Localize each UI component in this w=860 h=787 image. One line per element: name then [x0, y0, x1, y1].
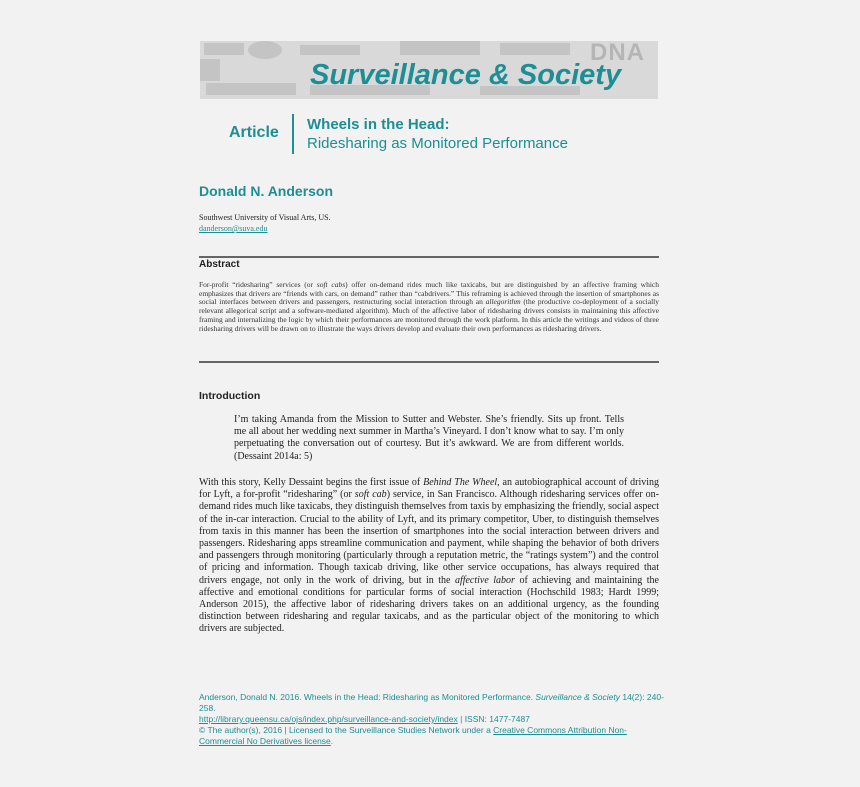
banner-decoration: [206, 83, 296, 95]
banner-decoration: [204, 43, 244, 55]
body-text-part: , an autobiographical account of driving for Lyft, a for-profit “ridesharing” (or: [199, 477, 660, 501]
license-line: [199, 725, 669, 747]
banner-decoration: [248, 41, 282, 59]
abstract-text-part: (the productive co-deployment of a socially relevant allegorical script and a software-mediated algorithm). Much of the affective labor of ridesharing drivers consists in maintaining this affective framing and internalizing the logic by which their performances are monitored through the work platform. In this article the writings and videos of three ridesharing drivers will be drawn on to illustrate the ways drivers develop and evaluate their own performances as ridesharing drivers.: [199, 297, 660, 333]
banner-decoration: [500, 43, 570, 55]
journal-banner: [200, 41, 658, 99]
citation-footer: [199, 692, 669, 747]
body-italic-term: Behind The Wheel: [423, 477, 498, 488]
banner-decoration: [200, 59, 220, 81]
abstract-heading: Abstract: [199, 259, 240, 270]
banner-decoration: [300, 45, 360, 55]
abstract-italic-term: allegorithm: [485, 297, 521, 307]
license-text: © The author(s), 2016 | Licensed to the Surveillance Studies Network under a: [199, 725, 494, 735]
citation-line: [199, 692, 669, 714]
banner-dna-text: DNA: [590, 41, 645, 66]
citation-text: Anderson, Donald N. 2016. Wheels in the Head: Ridesharing as Monitored Performance.: [199, 692, 536, 702]
author-name: Donald N. Anderson: [199, 183, 334, 199]
abstract-top-rule: [199, 256, 659, 258]
abstract-text-part: For-profit “ridesharing” services (or: [199, 280, 317, 289]
author-email-link[interactable]: danderson@suva.edu: [199, 224, 268, 233]
article-type-label: Article: [229, 124, 279, 141]
issn-text: | ISSN: 1477-7487: [457, 714, 530, 724]
abstract-bottom-rule: [199, 361, 659, 363]
abstract-italic-term: soft cabs: [316, 280, 346, 289]
abstract-text-part: ) offer on-demand rides much like taxicabs, but are distinguished by an affective framing which emphasizes that drivers are “friends with cars, on demand” rather than “cabdrivers.” This reframing is achieved through the insertion of smartphones as social interfaces between drivers and passengers, restructuring social interaction through an: [199, 280, 659, 307]
citation-journal: Surveillance & Society: [535, 692, 620, 702]
body-text-part: ) service, in San Francisco. Although ridesharing services offer on-demand rides much like taxicabs, they distinguish themselves from taxis by emphasizing the friendly, social aspect of the in-car interaction. Crucial to the ability of Lyft, and its primary competitor, Uber, to distinguish themselves from taxis in this manner has been the insertion of smartphones into the social interaction between drivers and passengers. Ridesharing apps streamline communication and payment, while shaping the behavior of both drivers and passengers through monitoring (particularly through a reputation metric, the “ratings system”) and the control of pricing and information. Though taxicab driving, like other service occupations, has always required that drivers engage, not only in the work of driving, but in the: [199, 489, 659, 586]
url-line: [199, 714, 669, 725]
introduction-heading: Introduction: [199, 390, 261, 402]
introduction-paragraph: [199, 477, 659, 636]
license-link[interactable]: Creative Commons Attribution Non-Commercial No Derivatives license: [199, 725, 627, 746]
article-title: Wheels in the Head:: [307, 116, 450, 133]
author-affiliation: Southwest University of Visual Arts, US.: [199, 213, 331, 222]
journal-url-link[interactable]: http://library.queensu.ca/ojs/index.php/surveillance-and-society/index: [199, 714, 458, 724]
body-text-part: With this story, Kelly Dessaint begins the first issue of: [199, 477, 424, 488]
article-subtitle: Ridesharing as Monitored Performance: [307, 135, 568, 152]
title-divider: [292, 114, 294, 154]
banner-decoration: [400, 41, 480, 55]
body-text-part: of achieving and maintaining the affective and emotional conditions for particular forms of social interaction (Hochschild 1983; Hardt 1999; Anderson 2015), the affective labor of ridesharing drivers takes on an additional urgency, as the founding distinction between ridesharing and regular taxicabs, and as the particular object of the monitoring to which drivers are subjected.: [199, 574, 659, 635]
citation-volume: 14(2): 240-258.: [199, 692, 664, 713]
journal-title: Surveillance & Society: [310, 59, 622, 91]
body-italic-term: soft cab: [354, 489, 387, 501]
body-italic-term: affective labor: [454, 574, 515, 586]
abstract-text: [199, 281, 659, 333]
license-period: .: [330, 736, 334, 746]
block-quote: I’m taking Amanda from the Mission to Sutter and Webster. She’s friendly. Sits up front. Tells me all about her wedding next summer in Martha’s Vineyard. I don’t know what to say. I’m only perpetuating the conversation out of courtesy. But it’s awkward. We are from different worlds. (Dessaint 2014a: 5): [234, 414, 624, 462]
